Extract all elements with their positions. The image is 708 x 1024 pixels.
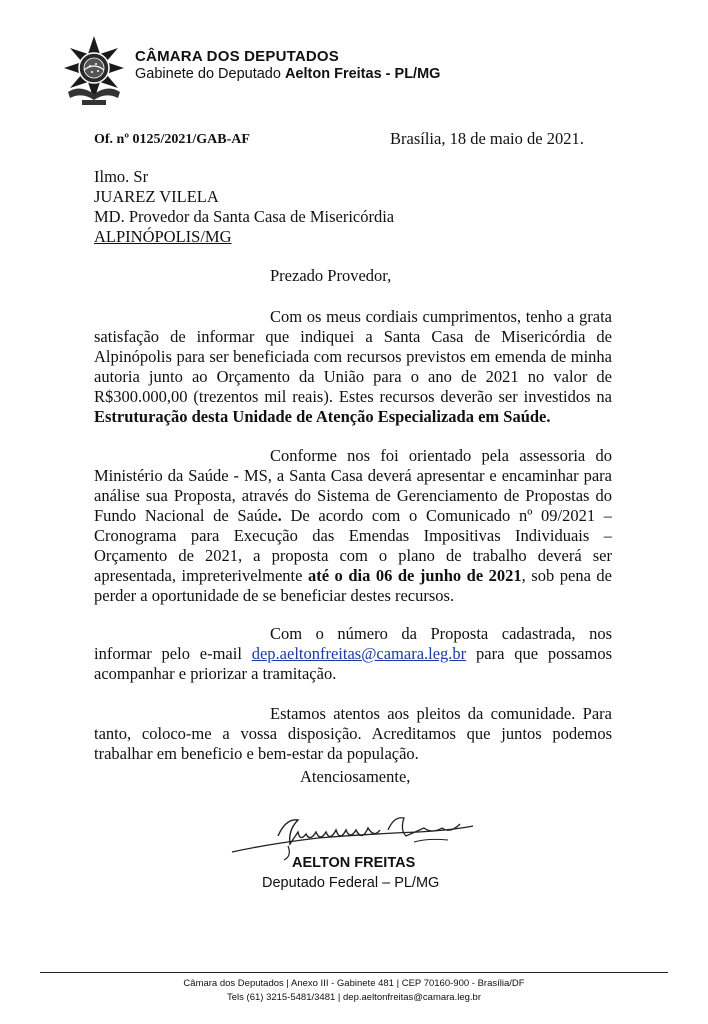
footer-divider xyxy=(40,972,668,973)
email-link[interactable]: dep.aeltonfreitas@camara.leg.br xyxy=(251,644,467,663)
closing: Atenciosamente, xyxy=(300,767,411,786)
institution-name: CÂMARA DOS DEPUTADOS xyxy=(135,48,340,65)
addressee-salutation: Ilmo. Sr xyxy=(94,167,149,186)
greeting: Prezado Provedor, xyxy=(270,266,392,285)
paragraph-3-text-b: para que possamos acompanhar e priorizar a tramitação. xyxy=(94,644,613,683)
addressee-role: MD. Provedor da Santa Casa de Misericórdia xyxy=(94,207,395,226)
paragraph-2 xyxy=(94,446,612,606)
paragraph-2-text-a: Conforme nos foi orientado pela assessoria do Ministério da Saúde - MS, a Santa Casa deverá apresentar e encaminhar para análise sua Proposta, através do Sistema de Gerenciamento de Propostas do Fundo Nacional de Saúde xyxy=(94,446,612,525)
document-reference: Of. nº 0125/2021/GAB-AF xyxy=(94,132,250,147)
office-line xyxy=(135,66,440,82)
paragraph-2-text-c: , sob pena de perder a oportunidade de se beneficiar destes recursos. xyxy=(94,566,612,605)
paragraph-2-text-b: De acordo com o Comunicado nº 09/2021 – Cronograma para Execução das Emendas Impositivas Individuais – Orçamento de 2021, a proposta com o plano de trabalho deverá ser apresentada, impreterivelmente xyxy=(94,506,612,585)
office-prefix: Gabinete do Deputado xyxy=(135,66,281,82)
addressee-name: JUAREZ VILELA xyxy=(94,187,219,206)
paragraph-4 xyxy=(94,704,612,764)
paragraph-1-bold: Estruturação desta Unidade de Atenção Especializada em Saúde. xyxy=(94,407,551,426)
deputy-name: Aelton Freitas xyxy=(284,66,382,82)
coat-of-arms-logo xyxy=(60,34,128,108)
paragraph-3 xyxy=(94,624,612,684)
paragraph-1-text: Com os meus cordiais cumprimentos, tenho a grata satisfação de informar que indiquei a Santa Casa de Misericórdia de Alpinópolis para ser beneficiada com recursos previstos em emenda de minha autoria junto ao Orçamento da União para o ano de 2021 no valor de R$300.000,00 (trezentos mil reais). Estes recursos deverão ser investidos na xyxy=(94,307,612,406)
paragraph-2-deadline: até o dia 06 de junho de 2021 xyxy=(307,566,522,585)
footer-address: Câmara dos Deputados | Anexo III - Gabinete 481 | CEP 70160-900 - Brasília/DF xyxy=(183,978,525,989)
paragraph-2-bold-dot: . xyxy=(277,506,282,525)
signatory-name: AELTON FREITAS xyxy=(292,855,416,871)
signatory-role: Deputado Federal – PL/MG xyxy=(262,875,440,891)
paragraph-3-text-a: Com o número da Proposta cadastrada, nos informar pelo e-mail xyxy=(94,624,612,663)
party-suffix: - PL/MG xyxy=(385,66,441,82)
footer-contact: Tels (61) 3215-5481/3481 | dep.aeltonfreitas@camara.leg.br xyxy=(227,992,481,1003)
paragraph-4-text: Estamos atentos aos pleitos da comunidade. Para tanto, coloco-me a vossa disposição. Acreditamos que juntos podemos trabalhar em beneficio e bem-estar da população. xyxy=(94,704,612,763)
paragraph-1 xyxy=(94,307,612,427)
place-date: Brasília, 18 de maio de 2021. xyxy=(390,129,584,148)
addressee-city: ALPINÓPOLIS/MG xyxy=(94,227,232,246)
